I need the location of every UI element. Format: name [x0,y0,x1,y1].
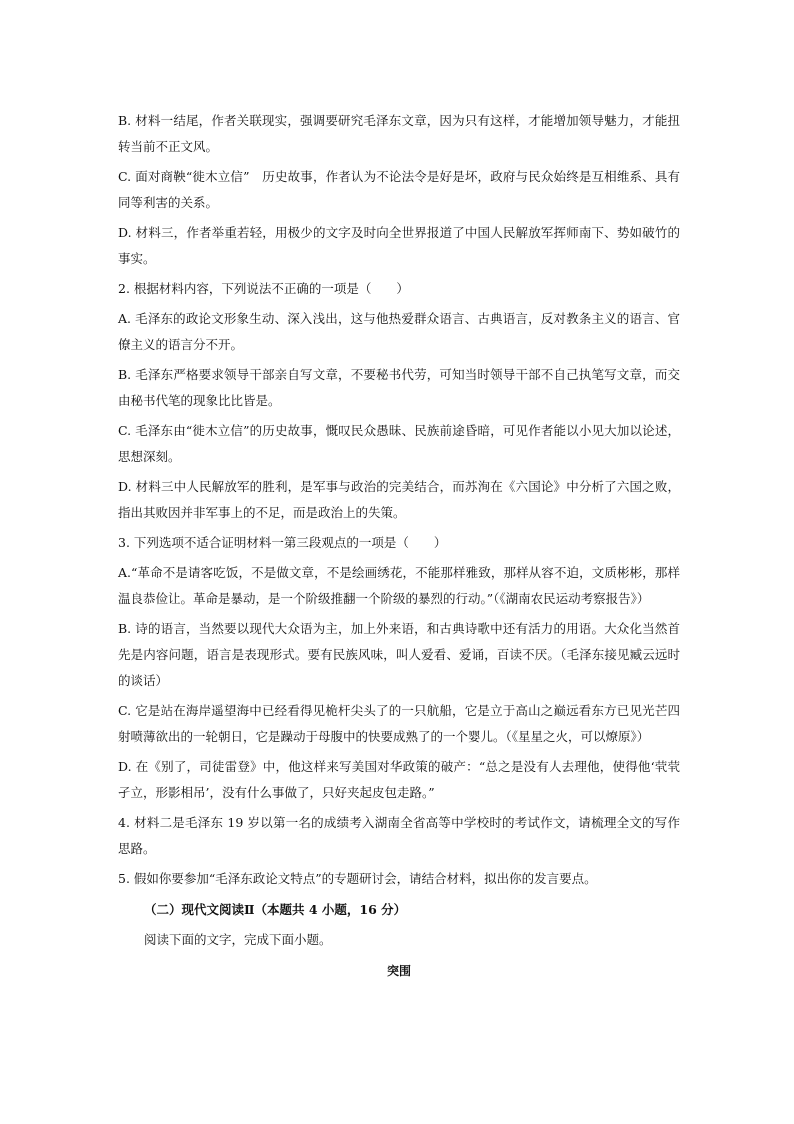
q3-option-b: B. 诗的语言，当然要以现代大众语为主，加上外来语，和古典诗歌中还有活力的用语。大众化当然首先是内容问题，语言是表现形式。要有民族风味，叫人爱看、爱诵，百读不厌。（毛泽东接见臧云远时的谈话） [118,621,680,688]
q2-option-b: B. 毛泽东严格要求领导干部亲自写文章，不要秘书代劳，可知当时领导干部不自己执笔写文章，而交由秘书代笔的现象比比皆是。 [118,367,680,408]
q2-option-d: D. 材料三中人民解放军的胜利，是军事与政治的完美结合，而苏洵在《六国论》中分析了六国之败，指出其败因并非军事上的不足，而是政治上的失策。 [118,479,680,520]
q5-stem: 5. 假如你要参加“毛泽东政论文特点”的专题研讨会，请结合材料，拟出你的发言要点。 [118,871,597,886]
q3-stem: 3. 下列选项不适合证明材料一第三段观点的一项是（ ） [118,535,447,550]
q2-stem: 2. 根据材料内容，下列说法不正确的一项是（ ） [118,281,409,296]
story-title: 突围 [386,964,411,978]
q4-stem: 4. 材料二是毛泽东 19 岁以第一名的成绩考入湖南全省高等中学校时的考试作文，请梳理全文的写作思路。 [118,815,680,856]
document-content [118,108,680,992]
q3-option-d: D. 在《别了，司徒雷登》中，他这样来写美国对华政策的破产：“总之是没有人去理他，使得他‘茕茕孑立，形影相吊’，没有什么事做了，只好夹起皮包走路。” [118,759,680,800]
q2-option-a: A. 毛泽东的政论文形象生动、深入浅出，这与他热爱群众语言、古典语言，反对教条主义的语言、官僚主义的语言分不开。 [118,311,680,352]
q1-option-d: D. 材料三，作者举重若轻，用极少的文字及时向全世界报道了中国人民解放军挥师南下、势如破竹的事实。 [118,225,680,266]
section-heading: （二）现代文阅读Ⅱ（本题共 4 小题，16 分） [144,902,407,917]
q2-option-c: C. 毛泽东由“徙木立信”的历史故事，慨叹民众愚昧、民族前途昏暗，可见作者能以小见大加以论述，思想深刻。 [118,423,680,464]
q1-option-b: B. 材料一结尾，作者关联现实，强调要研究毛泽东文章，因为只有这样，才能增加领导魅力，才能扭转当前不正文风。 [118,113,680,154]
reading-instruction: 阅读下面的文字，完成下面小题。 [144,932,332,947]
q3-option-a: A.“革命不是请客吃饭，不是做文章，不是绘画绣花，不能那样雅致，那样从容不迫，文质彬彬，那样温良恭俭让。革命是暴动，是一个阶级推翻一个阶级的暴烈的行动。”（《湖南农民运动考察报告》） [118,565,680,606]
q3-option-c: C. 它是站在海岸遥望海中已经看得见桅杆尖头了的一只航船，它是立于高山之巅远看东方已见光芒四射喷薄欲出的一轮朝日，它是躁动于母腹中的快要成熟了的一个婴儿。（《星星之火，可以燎原》） [118,703,680,744]
q1-option-c: C. 面对商鞅“徙木立信” 历史故事，作者认为不论法令是好是坏，政府与民众始终是互相维系、具有同等利害的关系。 [118,169,680,210]
